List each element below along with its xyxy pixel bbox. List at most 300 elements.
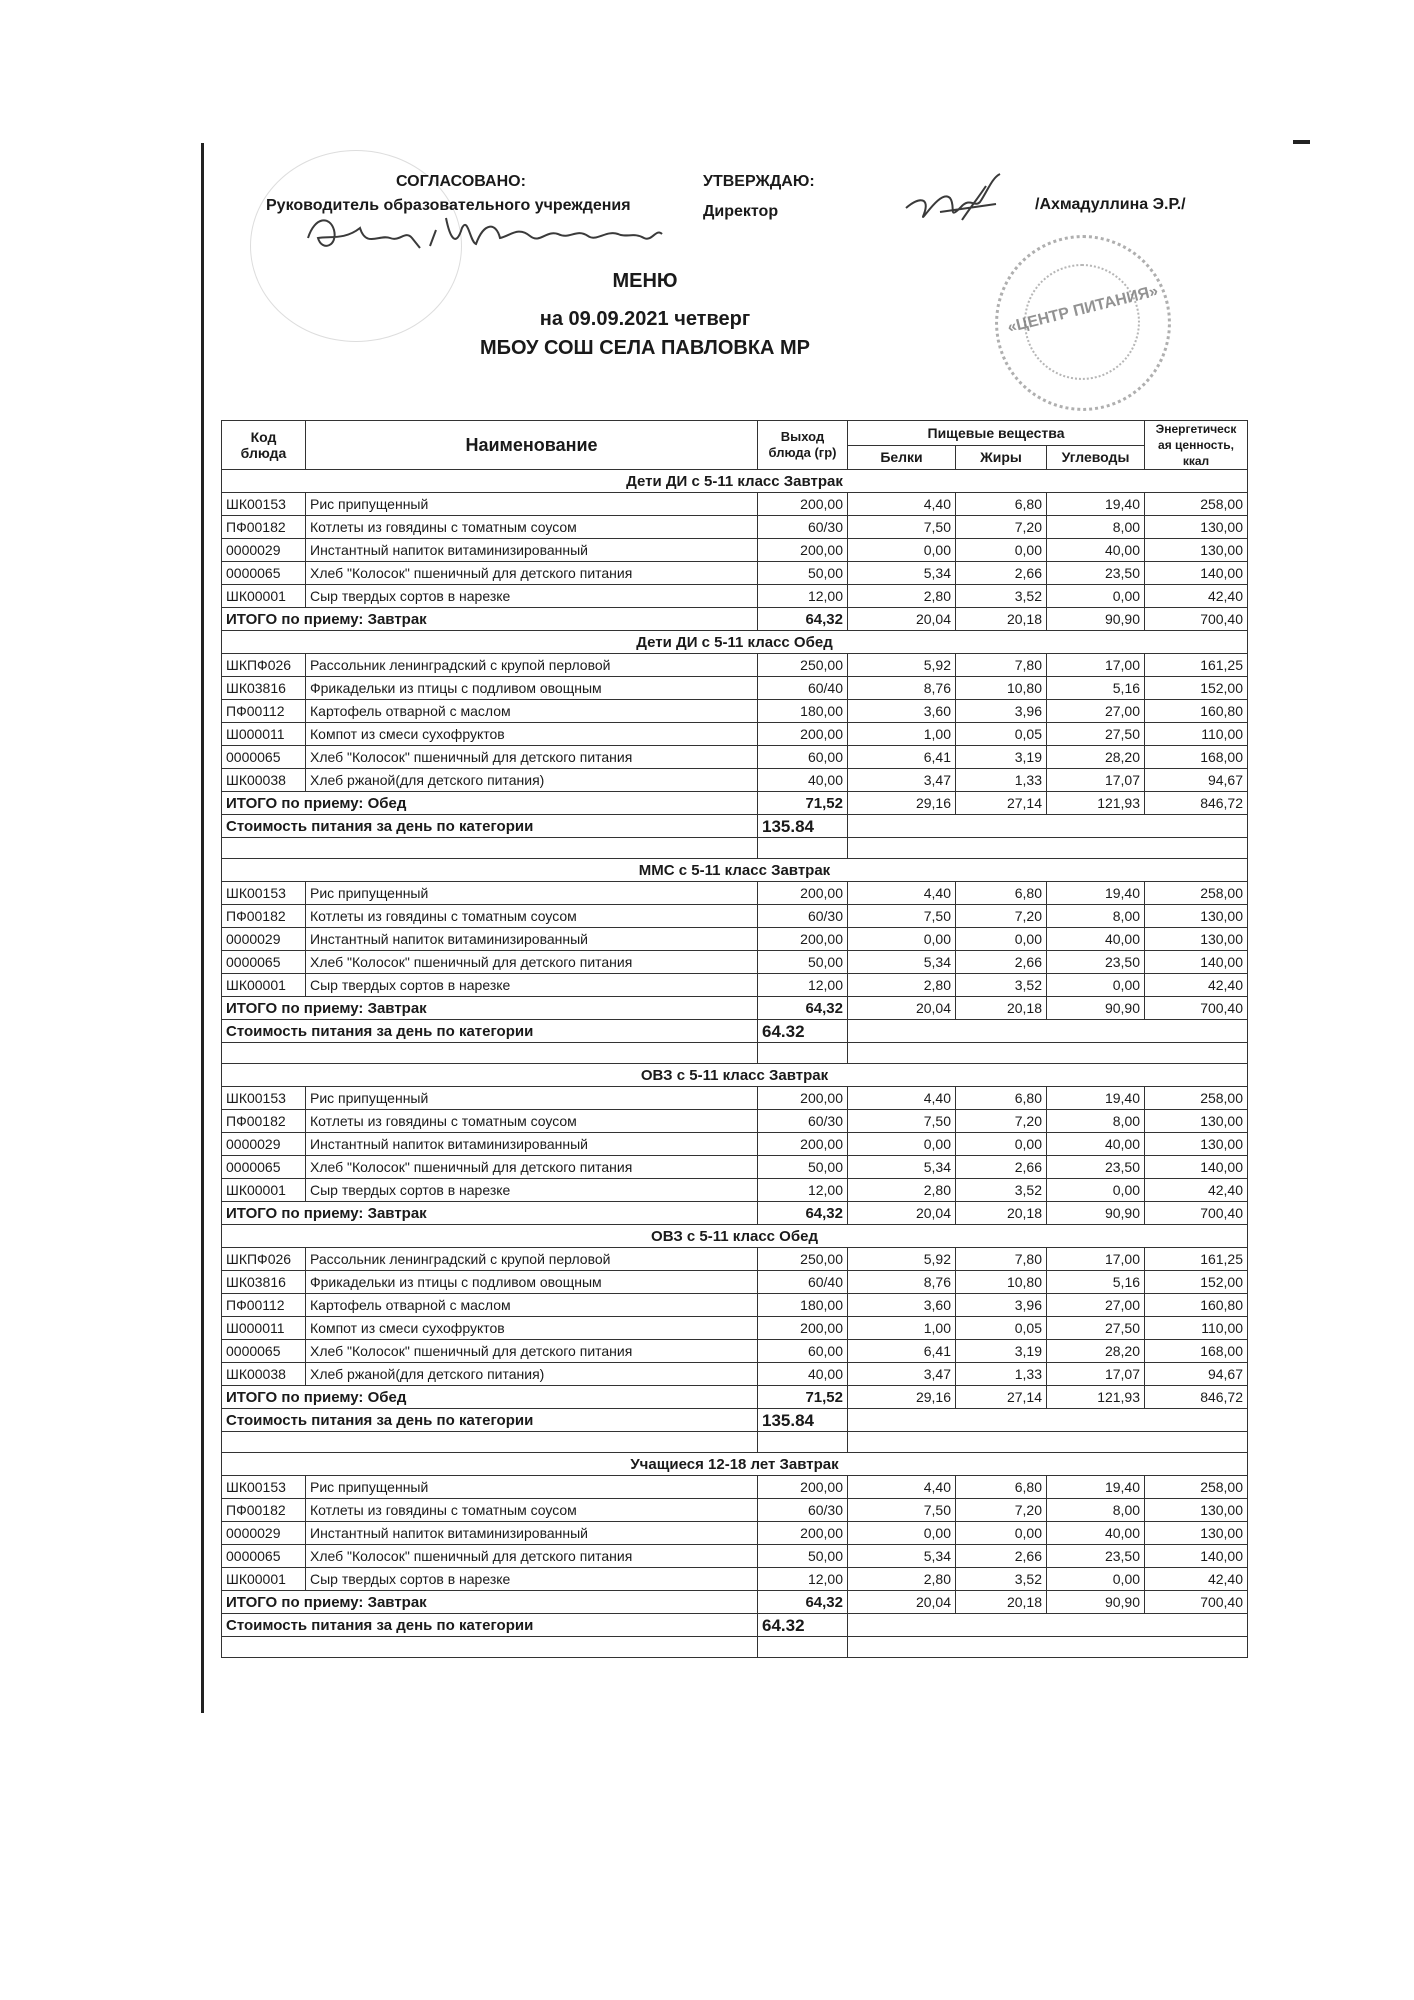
cell-protein: 6,41 <box>848 1340 956 1363</box>
cell-energy: 168,00 <box>1145 1340 1248 1363</box>
table-row <box>222 928 1248 951</box>
total-value: 90,90 <box>1047 997 1145 1020</box>
total-yield: 64,32 <box>758 997 848 1020</box>
cell-code: 0000065 <box>222 746 306 769</box>
total-label: ИТОГО по приему: Завтрак <box>222 1591 758 1614</box>
cost-row <box>222 1409 1248 1432</box>
cell-carbs: 5,16 <box>1047 1271 1145 1294</box>
cell-yield: 60/40 <box>758 677 848 700</box>
cell-protein: 5,34 <box>848 951 956 974</box>
cell-energy: 110,00 <box>1145 1317 1248 1340</box>
cost-row <box>222 1614 1248 1637</box>
cell-carbs: 28,20 <box>1047 746 1145 769</box>
empty-cell <box>848 1432 1248 1453</box>
cost-row <box>222 815 1248 838</box>
total-value: 29,16 <box>848 792 956 815</box>
cell-energy: 130,00 <box>1145 1133 1248 1156</box>
cell-carbs: 27,00 <box>1047 700 1145 723</box>
table-row <box>222 700 1248 723</box>
cell-energy: 94,67 <box>1145 769 1248 792</box>
table-row <box>222 585 1248 608</box>
total-yield: 64,32 <box>758 608 848 631</box>
table-row <box>222 493 1248 516</box>
cell-name: Картофель отварной с маслом <box>306 700 758 723</box>
cell-fat: 0,00 <box>956 928 1047 951</box>
cell-yield: 200,00 <box>758 928 848 951</box>
cell-yield: 200,00 <box>758 882 848 905</box>
cell-code: ПФ00112 <box>222 700 306 723</box>
table-row <box>222 1545 1248 1568</box>
empty-cell <box>222 1043 758 1064</box>
cell-carbs: 17,07 <box>1047 1363 1145 1386</box>
empty-cell <box>758 838 848 859</box>
total-value: 20,18 <box>956 1202 1047 1225</box>
section-title: Учащиеся 12-18 лет Завтрак <box>222 1453 1248 1476</box>
cell-yield: 50,00 <box>758 1545 848 1568</box>
total-value: 20,18 <box>956 997 1047 1020</box>
cell-name: Инстантный напиток витаминизированный <box>306 928 758 951</box>
cell-code: ШК00001 <box>222 1568 306 1591</box>
empty-cell <box>758 1637 848 1658</box>
empty-row <box>222 1043 1248 1064</box>
cell-energy: 110,00 <box>1145 723 1248 746</box>
total-value: 90,90 <box>1047 1591 1145 1614</box>
table-row <box>222 654 1248 677</box>
cell-fat: 0,05 <box>956 723 1047 746</box>
cell-name: Картофель отварной с маслом <box>306 1294 758 1317</box>
cell-energy: 161,25 <box>1145 1248 1248 1271</box>
total-value: 846,72 <box>1145 1386 1248 1409</box>
cell-yield: 60/30 <box>758 905 848 928</box>
table-row <box>222 1340 1248 1363</box>
cell-code: 0000065 <box>222 1340 306 1363</box>
cell-carbs: 8,00 <box>1047 1499 1145 1522</box>
cost-label: Стоимость питания за день по категории <box>222 1409 758 1432</box>
cell-protein: 8,76 <box>848 677 956 700</box>
cost-empty-cell <box>848 1614 1248 1637</box>
cell-fat: 2,66 <box>956 951 1047 974</box>
cell-fat: 3,96 <box>956 1294 1047 1317</box>
cell-name: Фрикадельки из птицы с подливом овощным <box>306 1271 758 1294</box>
cell-code: ПФ00182 <box>222 1499 306 1522</box>
section-row <box>222 859 1248 882</box>
cell-carbs: 0,00 <box>1047 1568 1145 1591</box>
cell-energy: 152,00 <box>1145 677 1248 700</box>
cell-protein: 2,80 <box>848 1179 956 1202</box>
table-row <box>222 1248 1248 1271</box>
empty-cell <box>848 838 1248 859</box>
cell-fat: 6,80 <box>956 1476 1047 1499</box>
cell-code: ШК03816 <box>222 1271 306 1294</box>
cell-protein: 1,00 <box>848 723 956 746</box>
cell-name: Рис припущенный <box>306 882 758 905</box>
total-row <box>222 1386 1248 1409</box>
director-name: /Ахмадуллина Э.Р./ <box>1035 196 1186 213</box>
page-edge-line <box>201 143 204 1713</box>
cell-code: 0000029 <box>222 1522 306 1545</box>
cell-name: Хлеб "Колосок" пшеничный для детского питания <box>306 951 758 974</box>
cell-carbs: 19,40 <box>1047 493 1145 516</box>
cell-energy: 258,00 <box>1145 1476 1248 1499</box>
empty-cell <box>222 838 758 859</box>
cost-value: 64.32 <box>758 1020 848 1043</box>
cell-protein: 5,34 <box>848 1545 956 1568</box>
cell-carbs: 0,00 <box>1047 585 1145 608</box>
total-yield: 71,52 <box>758 792 848 815</box>
cell-name: Котлеты из говядины с томатным соусом <box>306 516 758 539</box>
total-row <box>222 997 1248 1020</box>
cell-energy: 42,40 <box>1145 1568 1248 1591</box>
total-value: 20,18 <box>956 608 1047 631</box>
cell-carbs: 27,00 <box>1047 1294 1145 1317</box>
total-value: 700,40 <box>1145 608 1248 631</box>
cell-protein: 5,34 <box>848 562 956 585</box>
header-energy: Энергетическ ая ценность, ккал <box>1145 421 1248 470</box>
cell-code: ШКПФ026 <box>222 1248 306 1271</box>
table-row <box>222 1294 1248 1317</box>
cell-fat: 0,00 <box>956 1522 1047 1545</box>
cell-carbs: 8,00 <box>1047 1110 1145 1133</box>
cell-energy: 140,00 <box>1145 951 1248 974</box>
cell-fat: 1,33 <box>956 769 1047 792</box>
total-value: 121,93 <box>1047 1386 1145 1409</box>
cell-yield: 250,00 <box>758 1248 848 1271</box>
cost-value: 135.84 <box>758 1409 848 1432</box>
total-yield: 71,52 <box>758 1386 848 1409</box>
table-row <box>222 974 1248 997</box>
total-value: 90,90 <box>1047 1202 1145 1225</box>
cell-yield: 250,00 <box>758 654 848 677</box>
empty-row <box>222 1432 1248 1453</box>
section-row <box>222 1064 1248 1087</box>
stamp-text: «ЦЕНТР ПИТАНИЯ» <box>1005 282 1160 337</box>
cell-protein: 7,50 <box>848 1110 956 1133</box>
cell-protein: 5,92 <box>848 1248 956 1271</box>
cell-code: ШК00153 <box>222 1087 306 1110</box>
empty-cell <box>222 1432 758 1453</box>
table-row <box>222 1133 1248 1156</box>
cell-name: Инстантный напиток витаминизированный <box>306 1133 758 1156</box>
total-value: 29,16 <box>848 1386 956 1409</box>
total-value: 121,93 <box>1047 792 1145 815</box>
cell-protein: 0,00 <box>848 928 956 951</box>
cell-code: 0000065 <box>222 1156 306 1179</box>
cell-energy: 130,00 <box>1145 905 1248 928</box>
approved-role: Руководитель образовательного учреждения <box>266 197 631 214</box>
cell-name: Хлеб "Колосок" пшеничный для детского питания <box>306 746 758 769</box>
cell-protein: 0,00 <box>848 1133 956 1156</box>
cell-protein: 4,40 <box>848 1087 956 1110</box>
cell-protein: 4,40 <box>848 1476 956 1499</box>
organization-stamp <box>995 235 1171 411</box>
cost-value: 135.84 <box>758 815 848 838</box>
cell-energy: 140,00 <box>1145 562 1248 585</box>
table-row <box>222 1522 1248 1545</box>
cost-row <box>222 1020 1248 1043</box>
header-code: Код блюда <box>222 421 306 470</box>
cost-empty-cell <box>848 1409 1248 1432</box>
cell-yield: 40,00 <box>758 1363 848 1386</box>
cell-name: Хлеб ржаной(для детского питания) <box>306 769 758 792</box>
cell-code: 0000065 <box>222 562 306 585</box>
table-row <box>222 1110 1248 1133</box>
table-row <box>222 677 1248 700</box>
table-header-row <box>222 421 1248 446</box>
cell-fat: 6,80 <box>956 882 1047 905</box>
total-row <box>222 1591 1248 1614</box>
cell-energy: 130,00 <box>1145 1522 1248 1545</box>
cell-energy: 42,40 <box>1145 974 1248 997</box>
cell-name: Фрикадельки из птицы с подливом овощным <box>306 677 758 700</box>
cell-carbs: 17,00 <box>1047 654 1145 677</box>
table-row <box>222 1363 1248 1386</box>
table-row <box>222 905 1248 928</box>
cell-fat: 6,80 <box>956 1087 1047 1110</box>
cell-energy: 130,00 <box>1145 539 1248 562</box>
cell-fat: 3,52 <box>956 1179 1047 1202</box>
cell-yield: 200,00 <box>758 1133 848 1156</box>
cost-empty-cell <box>848 1020 1248 1043</box>
table-row <box>222 1476 1248 1499</box>
cell-yield: 200,00 <box>758 1087 848 1110</box>
empty-row <box>222 838 1248 859</box>
cell-protein: 2,80 <box>848 585 956 608</box>
cell-energy: 42,40 <box>1145 585 1248 608</box>
cell-code: ПФ00182 <box>222 516 306 539</box>
cell-fat: 3,52 <box>956 585 1047 608</box>
cell-carbs: 5,16 <box>1047 677 1145 700</box>
cell-name: Хлеб "Колосок" пшеничный для детского питания <box>306 1156 758 1179</box>
total-label: ИТОГО по приему: Обед <box>222 792 758 815</box>
cell-name: Хлеб "Колосок" пшеничный для детского питания <box>306 1545 758 1568</box>
total-yield: 64,32 <box>758 1591 848 1614</box>
cell-yield: 50,00 <box>758 951 848 974</box>
menu-table <box>221 420 1248 1658</box>
cell-name: Компот из смеси сухофруктов <box>306 1317 758 1340</box>
cell-protein: 2,80 <box>848 974 956 997</box>
cost-empty-cell <box>848 815 1248 838</box>
cell-carbs: 23,50 <box>1047 562 1145 585</box>
table-row <box>222 746 1248 769</box>
cell-code: 0000029 <box>222 1133 306 1156</box>
section-title: ОВЗ с 5-11 класс Завтрак <box>222 1064 1248 1087</box>
cell-protein: 4,40 <box>848 493 956 516</box>
cell-energy: 140,00 <box>1145 1545 1248 1568</box>
cell-carbs: 40,00 <box>1047 539 1145 562</box>
cell-protein: 0,00 <box>848 1522 956 1545</box>
cell-yield: 180,00 <box>758 700 848 723</box>
cell-carbs: 8,00 <box>1047 516 1145 539</box>
cell-yield: 60,00 <box>758 1340 848 1363</box>
cell-code: ШК00038 <box>222 769 306 792</box>
cell-fat: 2,66 <box>956 562 1047 585</box>
cell-fat: 0,00 <box>956 1133 1047 1156</box>
cell-fat: 3,19 <box>956 1340 1047 1363</box>
title-date: на 09.09.2021 четверг <box>539 308 751 330</box>
cell-code: ШКПФ026 <box>222 654 306 677</box>
cell-protein: 0,00 <box>848 539 956 562</box>
table-row <box>222 1156 1248 1179</box>
section-title: ОВЗ с 5-11 класс Обед <box>222 1225 1248 1248</box>
empty-cell <box>222 1637 758 1658</box>
cell-carbs: 23,50 <box>1047 1156 1145 1179</box>
cell-yield: 12,00 <box>758 1568 848 1591</box>
cell-yield: 12,00 <box>758 974 848 997</box>
cell-fat: 0,00 <box>956 539 1047 562</box>
cost-value: 64.32 <box>758 1614 848 1637</box>
cell-yield: 200,00 <box>758 539 848 562</box>
cell-name: Сыр твердых сортов в нарезке <box>306 1179 758 1202</box>
signature-left <box>300 208 680 258</box>
cell-fat: 3,52 <box>956 1568 1047 1591</box>
header-name: Наименование <box>306 421 758 470</box>
table-row <box>222 951 1248 974</box>
table-row <box>222 539 1248 562</box>
cell-fat: 1,33 <box>956 1363 1047 1386</box>
cell-energy: 160,80 <box>1145 700 1248 723</box>
cell-yield: 12,00 <box>758 585 848 608</box>
cell-code: ШК03816 <box>222 677 306 700</box>
cell-fat: 10,80 <box>956 677 1047 700</box>
section-title: Дети ДИ с 5-11 класс Обед <box>222 631 1248 654</box>
cell-energy: 130,00 <box>1145 928 1248 951</box>
cell-code: ШК00001 <box>222 585 306 608</box>
cell-name: Рассольник ленинградский с крупой перловой <box>306 654 758 677</box>
cell-fat: 3,96 <box>956 700 1047 723</box>
table-row <box>222 516 1248 539</box>
cell-protein: 3,47 <box>848 1363 956 1386</box>
total-value: 846,72 <box>1145 792 1248 815</box>
cell-energy: 161,25 <box>1145 654 1248 677</box>
cell-yield: 60/40 <box>758 1271 848 1294</box>
cell-yield: 60/30 <box>758 1499 848 1522</box>
cell-code: Ш000011 <box>222 1317 306 1340</box>
header-nutrients: Пищевые вещества <box>848 421 1145 446</box>
cell-fat: 7,20 <box>956 516 1047 539</box>
cell-name: Инстантный напиток витаминизированный <box>306 1522 758 1545</box>
cell-code: ПФ00112 <box>222 1294 306 1317</box>
cell-energy: 168,00 <box>1145 746 1248 769</box>
cell-code: ШК00153 <box>222 882 306 905</box>
cell-yield: 60/30 <box>758 516 848 539</box>
cell-code: 0000065 <box>222 951 306 974</box>
cell-yield: 60,00 <box>758 746 848 769</box>
table-row <box>222 723 1248 746</box>
cell-carbs: 23,50 <box>1047 951 1145 974</box>
cell-fat: 7,80 <box>956 654 1047 677</box>
total-value: 90,90 <box>1047 608 1145 631</box>
empty-row <box>222 1637 1248 1658</box>
cell-name: Котлеты из говядины с томатным соусом <box>306 905 758 928</box>
cell-fat: 3,19 <box>956 746 1047 769</box>
cell-code: 0000029 <box>222 539 306 562</box>
cell-yield: 200,00 <box>758 1317 848 1340</box>
cell-fat: 7,20 <box>956 1110 1047 1133</box>
cell-carbs: 27,50 <box>1047 1317 1145 1340</box>
cell-fat: 7,20 <box>956 905 1047 928</box>
cost-label: Стоимость питания за день по категории <box>222 1614 758 1637</box>
header-protein: Белки <box>848 445 956 470</box>
table-row <box>222 562 1248 585</box>
title-menu: МЕНЮ <box>612 270 678 292</box>
cell-energy: 130,00 <box>1145 1499 1248 1522</box>
cell-energy: 130,00 <box>1145 516 1248 539</box>
cell-fat: 0,05 <box>956 1317 1047 1340</box>
cell-protein: 4,40 <box>848 882 956 905</box>
total-value: 20,04 <box>848 608 956 631</box>
cell-name: Котлеты из говядины с томатным соусом <box>306 1499 758 1522</box>
section-row <box>222 631 1248 654</box>
header-fat: Жиры <box>956 445 1047 470</box>
cell-carbs: 19,40 <box>1047 882 1145 905</box>
cell-carbs: 40,00 <box>1047 1522 1145 1545</box>
cell-yield: 40,00 <box>758 769 848 792</box>
empty-cell <box>758 1432 848 1453</box>
cell-protein: 6,41 <box>848 746 956 769</box>
cell-energy: 160,80 <box>1145 1294 1248 1317</box>
cost-label: Стоимость питания за день по категории <box>222 815 758 838</box>
cell-code: ШК00001 <box>222 974 306 997</box>
cell-code: Ш000011 <box>222 723 306 746</box>
cell-name: Компот из смеси сухофруктов <box>306 723 758 746</box>
cell-protein: 3,60 <box>848 700 956 723</box>
cell-fat: 2,66 <box>956 1545 1047 1568</box>
cell-name: Рис припущенный <box>306 493 758 516</box>
section-title: Дети ДИ с 5-11 класс Завтрак <box>222 470 1248 493</box>
cost-label: Стоимость питания за день по категории <box>222 1020 758 1043</box>
cell-carbs: 17,00 <box>1047 1248 1145 1271</box>
table-row <box>222 1499 1248 1522</box>
cell-energy: 258,00 <box>1145 882 1248 905</box>
section-row <box>222 1225 1248 1248</box>
cell-energy: 140,00 <box>1145 1156 1248 1179</box>
total-value: 27,14 <box>956 1386 1047 1409</box>
cell-carbs: 27,50 <box>1047 723 1145 746</box>
cell-name: Сыр твердых сортов в нарезке <box>306 1568 758 1591</box>
cell-yield: 200,00 <box>758 493 848 516</box>
cell-fat: 7,80 <box>956 1248 1047 1271</box>
cell-energy: 258,00 <box>1145 493 1248 516</box>
total-row <box>222 792 1248 815</box>
total-value: 700,40 <box>1145 997 1248 1020</box>
cell-carbs: 40,00 <box>1047 928 1145 951</box>
total-label: ИТОГО по приему: Завтрак <box>222 1202 758 1225</box>
cell-carbs: 19,40 <box>1047 1476 1145 1499</box>
cell-fat: 2,66 <box>956 1156 1047 1179</box>
signature-right <box>900 168 1010 238</box>
total-row <box>222 1202 1248 1225</box>
total-value: 20,04 <box>848 1591 956 1614</box>
total-label: ИТОГО по приему: Обед <box>222 1386 758 1409</box>
cell-name: Котлеты из говядины с томатным соусом <box>306 1110 758 1133</box>
cell-carbs: 8,00 <box>1047 905 1145 928</box>
cell-protein: 7,50 <box>848 905 956 928</box>
cell-fat: 10,80 <box>956 1271 1047 1294</box>
cell-energy: 94,67 <box>1145 1363 1248 1386</box>
cell-code: ШК00153 <box>222 493 306 516</box>
table-row <box>222 1087 1248 1110</box>
total-value: 700,40 <box>1145 1591 1248 1614</box>
cell-name: Инстантный напиток витаминизированный <box>306 539 758 562</box>
cell-energy: 130,00 <box>1145 1110 1248 1133</box>
approved-title: СОГЛАСОВАНО: <box>396 173 526 190</box>
cell-energy: 258,00 <box>1145 1087 1248 1110</box>
header-carbs: Углеводы <box>1047 445 1145 470</box>
cell-protein: 1,00 <box>848 1317 956 1340</box>
empty-cell <box>848 1043 1248 1064</box>
section-row <box>222 470 1248 493</box>
cell-fat: 7,20 <box>956 1499 1047 1522</box>
